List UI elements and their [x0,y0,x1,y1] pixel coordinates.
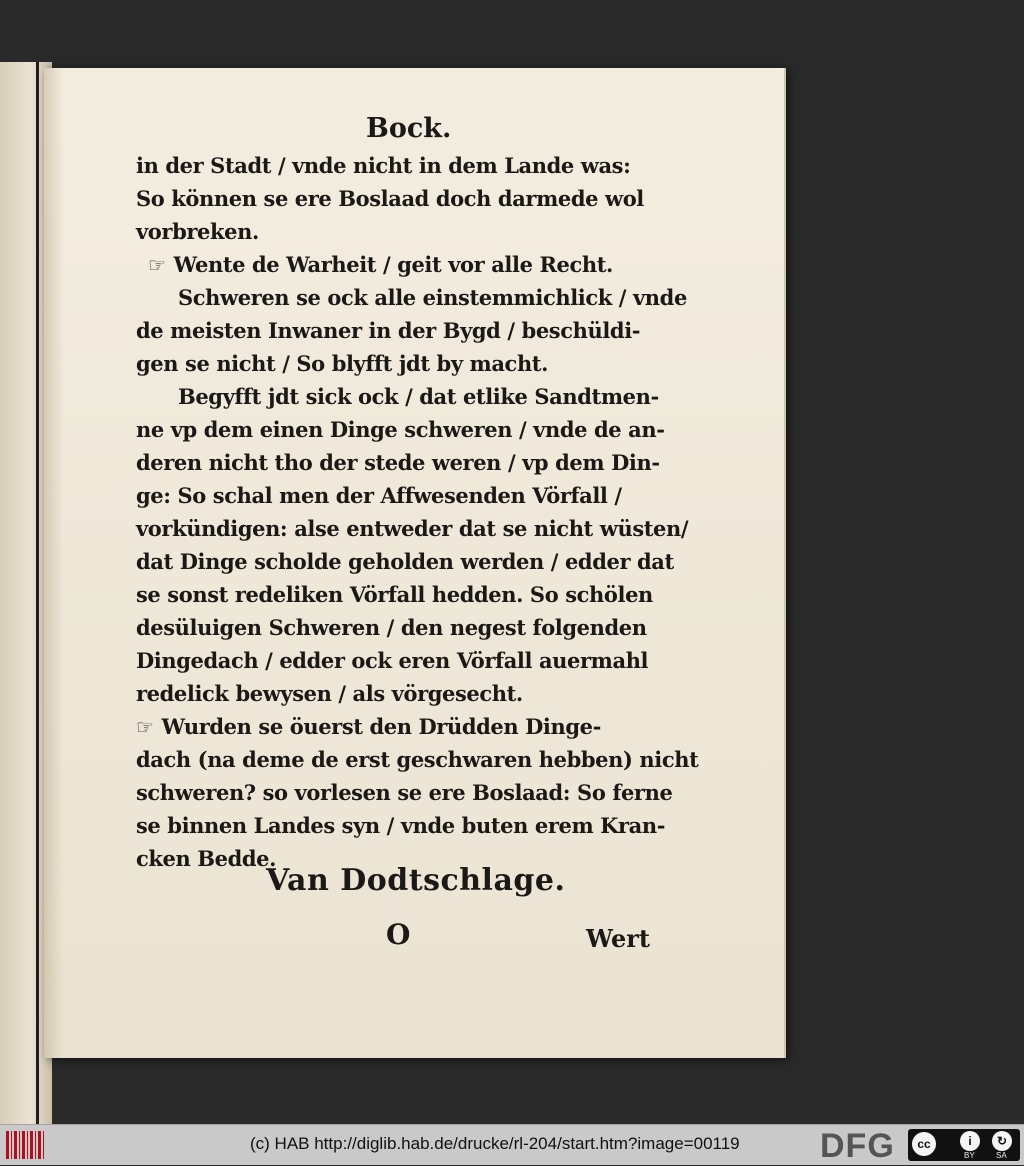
viewer-footer [0,1124,1024,1165]
book-page [44,68,784,1058]
text-line-marked [148,252,668,277]
text-line: vorkündigen: alse entweder dat se nicht wüsten/ [136,516,689,541]
text-line: desüluigen Schweren / den negest folgenden [136,615,647,640]
text-line-marked [136,714,656,739]
section-heading: Van Dodtschlage. [266,863,566,898]
copyright-link[interactable]: (c) HAB http://diglib.hab.de/drucke/rl-204/start.htm?image=00119 [250,1134,740,1153]
text-line: se sonst redeliken Vörfall hedden. So schölen [136,582,653,607]
text-line: Schweren se ock alle einstemmichlick / vnde [178,285,687,310]
text-line: se binnen Landes syn / vnde buten erem Kran- [136,813,666,838]
text-line: Wurden se öuerst den Drüdden Dinge- [161,714,601,739]
cc-icon: cc [912,1132,936,1156]
text-line: Begyfft jdt sick ock / dat etlike Sandtmen- [178,384,659,409]
text-line: Dingedach / edder ock eren Vörfall auermahl [136,648,649,673]
share-alike-icon: ↻ [992,1131,1012,1151]
page-text [136,68,699,1028]
license-sa-label: SA [996,1151,1007,1160]
text-line: vorbreken. [136,219,259,244]
text-line: ge: So schal men der Affwesenden Vörfall / [136,483,622,508]
cc-license-badge[interactable] [908,1129,1020,1161]
text-line: de meisten Inwaner in der Bygd / beschüldi- [136,318,641,343]
attribution-icon: i [960,1131,980,1151]
text-line: So können se ere Boslaad doch darmede wol [136,186,644,211]
catchword: Wert [586,924,650,953]
text-line: cken Bedde. [136,846,277,871]
dfg-logo: DFG [820,1127,895,1165]
signature-mark: O [386,918,411,951]
pointing-hand-icon: ☞ [148,253,166,277]
running-header: Bock. [366,113,452,144]
text-line: redelick bewysen / als vörgesecht. [136,681,523,706]
pointing-hand-icon: ☞ [136,715,154,739]
book-gutter [36,62,39,1124]
text-line: deren nicht tho der stede weren / vp dem Din- [136,450,660,475]
text-line: ne vp dem einen Dinge schweren / vnde de an- [136,417,665,442]
license-by-label: BY [964,1151,975,1160]
text-line: dach (na deme de erst geschwaren hebben) nicht [136,747,699,772]
text-line: dat Dinge scholde geholden werden / edder dat [136,549,674,574]
text-line: schweren? so vorlesen se ere Boslaad: So ferne [136,780,673,805]
text-line: Wente de Warheit / geit vor alle Recht. [173,252,613,277]
text-line: gen se nicht / So blyfft jdt by macht. [136,351,549,376]
text-line: in der Stadt / vnde nicht in dem Lande was: [136,153,631,178]
hab-logo-icon [6,1131,46,1159]
